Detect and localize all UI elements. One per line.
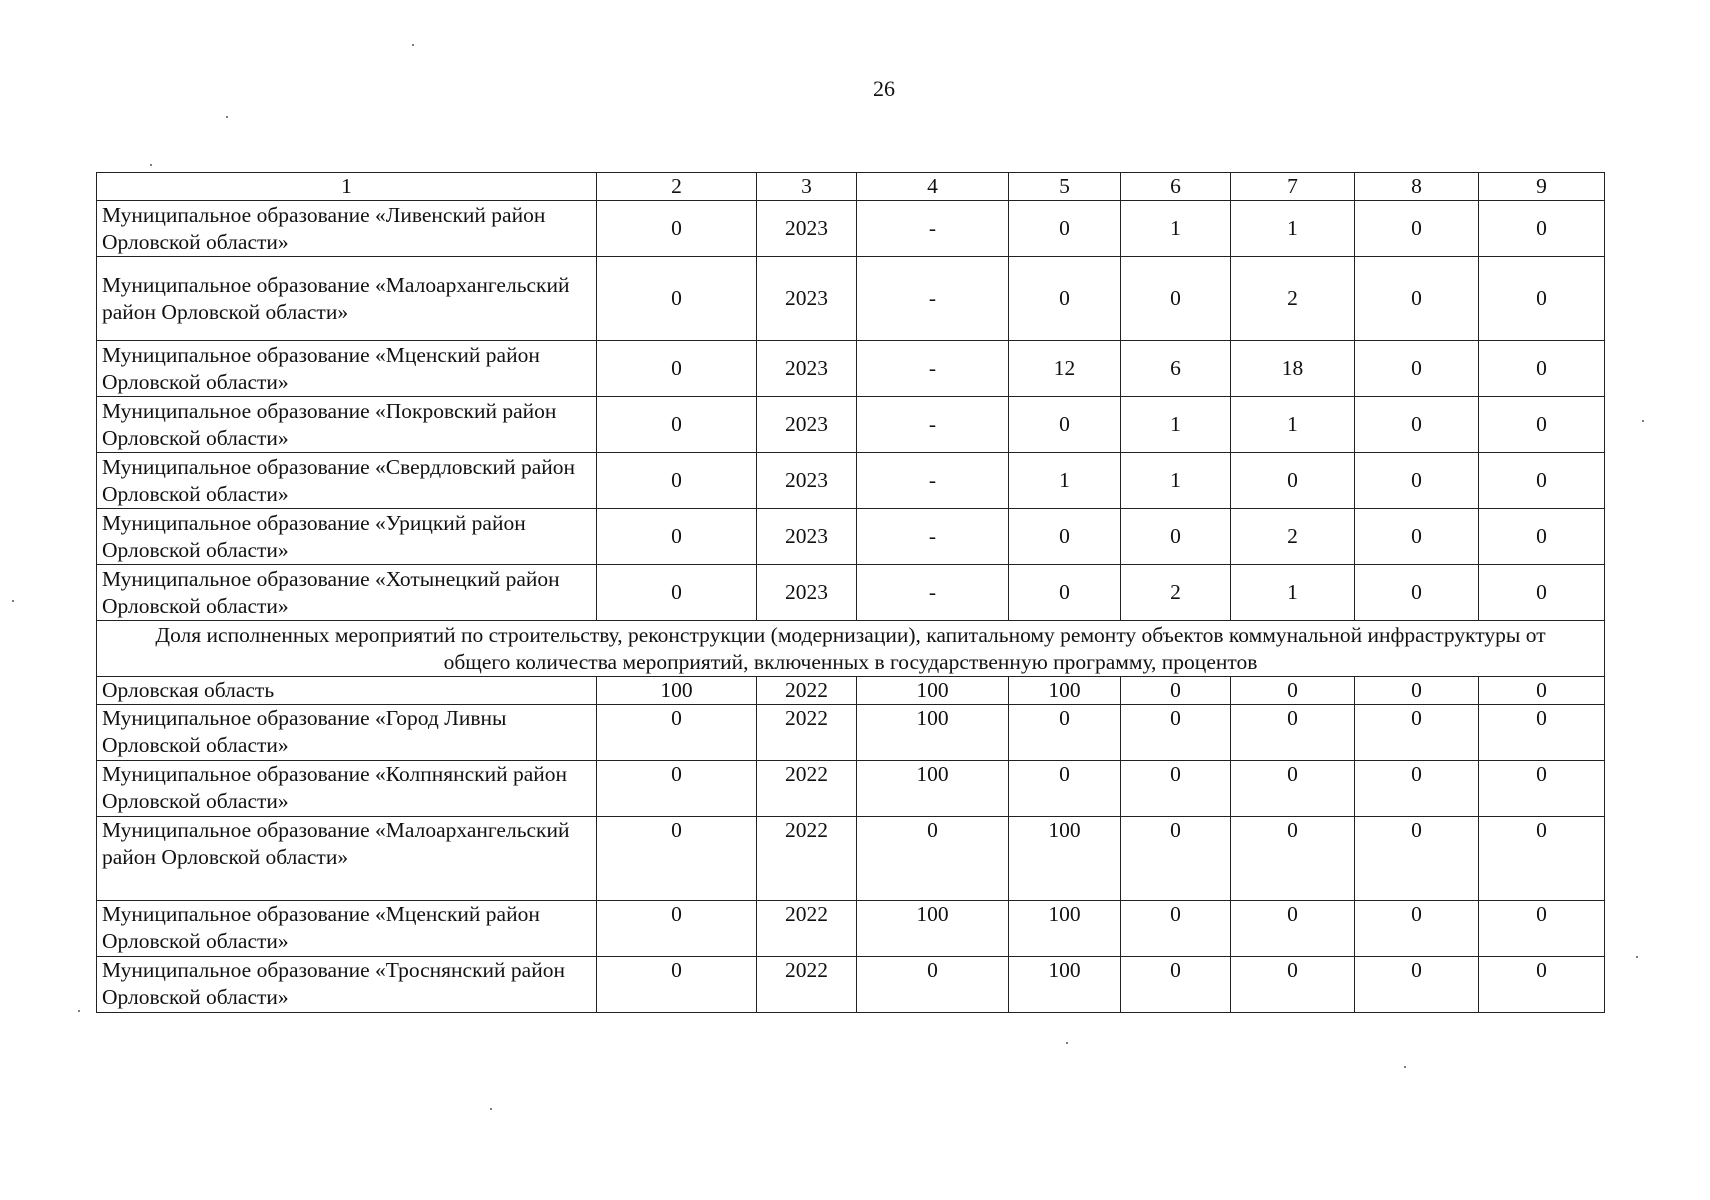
table-cell-col-3: 2023 <box>757 201 857 257</box>
column-number: 4 <box>857 173 1009 201</box>
table-cell-col-4: 100 <box>857 705 1009 761</box>
table-row <box>97 565 1605 621</box>
table-cell-col-2: 0 <box>597 509 757 565</box>
table-cell-col-5: 0 <box>1009 705 1121 761</box>
table-cell-col-3: 2023 <box>757 565 857 621</box>
column-number: 5 <box>1009 173 1121 201</box>
table-row <box>97 257 1605 341</box>
section-title: Доля исполненных мероприятий по строительству, реконструкции (модернизации), капитальному ремонту объектов коммунальной инфраструктуры от общего количества мероприятий, включенных в государственную программу, процентов <box>97 621 1605 677</box>
section-heading-row <box>97 621 1605 677</box>
table-cell-col-3: 2022 <box>757 817 857 901</box>
column-number: 8 <box>1355 173 1479 201</box>
table-cell-col-8: 0 <box>1355 957 1479 1013</box>
municipality-name: Орловская область <box>97 677 597 705</box>
group2-rows <box>97 677 1605 1013</box>
table-cell-col-6: 1 <box>1121 397 1231 453</box>
table-cell-col-9: 0 <box>1479 453 1605 509</box>
table-row <box>97 817 1605 901</box>
table-cell-col-3: 2023 <box>757 453 857 509</box>
table-cell-col-5: 0 <box>1009 565 1121 621</box>
table-cell-col-3: 2023 <box>757 397 857 453</box>
table-cell-col-8: 0 <box>1355 565 1479 621</box>
table-cell-col-5: 0 <box>1009 201 1121 257</box>
municipality-name: Муниципальное образование «Малоархангельский район Орловской области» <box>97 257 597 341</box>
table-cell-col-8: 0 <box>1355 817 1479 901</box>
table-cell-col-6: 1 <box>1121 453 1231 509</box>
scan-speck <box>1066 1042 1068 1044</box>
municipality-name: Муниципальное образование «Урицкий район Орловской области» <box>97 509 597 565</box>
table-row <box>97 677 1605 705</box>
table-cell-col-4: - <box>857 565 1009 621</box>
table-cell-col-7: 0 <box>1231 957 1355 1013</box>
table-cell-col-6: 6 <box>1121 341 1231 397</box>
table-cell-col-4: - <box>857 397 1009 453</box>
table-cell-col-9: 0 <box>1479 761 1605 817</box>
table-cell-col-9: 0 <box>1479 901 1605 957</box>
column-number: 6 <box>1121 173 1231 201</box>
scan-speck <box>12 600 14 602</box>
scan-speck <box>490 1108 492 1110</box>
column-number: 9 <box>1479 173 1605 201</box>
table-cell-col-8: 0 <box>1355 509 1479 565</box>
table-cell-col-9: 0 <box>1479 677 1605 705</box>
table-cell-col-3: 2022 <box>757 705 857 761</box>
table-row <box>97 397 1605 453</box>
table-row <box>97 453 1605 509</box>
table-cell-col-3: 2023 <box>757 341 857 397</box>
table-cell-col-2: 0 <box>597 257 757 341</box>
table-cell-col-7: 0 <box>1231 453 1355 509</box>
table-cell-col-6: 0 <box>1121 817 1231 901</box>
table-cell-col-8: 0 <box>1355 677 1479 705</box>
table-cell-col-9: 0 <box>1479 201 1605 257</box>
municipality-name: Муниципальное образование «Мценский район Орловской области» <box>97 901 597 957</box>
column-number: 1 <box>97 173 597 201</box>
municipality-name: Муниципальное образование «Малоархангельский район Орловской области» <box>97 817 597 901</box>
table-cell-col-2: 0 <box>597 201 757 257</box>
table-cell-col-4: 100 <box>857 761 1009 817</box>
table-cell-col-8: 0 <box>1355 257 1479 341</box>
table-cell-col-2: 0 <box>597 565 757 621</box>
column-number: 2 <box>597 173 757 201</box>
table-cell-col-3: 2023 <box>757 509 857 565</box>
table-cell-col-7: 1 <box>1231 201 1355 257</box>
table-cell-col-2: 0 <box>597 453 757 509</box>
table-cell-col-2: 0 <box>597 397 757 453</box>
table-cell-col-5: 1 <box>1009 453 1121 509</box>
table-cell-col-7: 0 <box>1231 761 1355 817</box>
column-number: 7 <box>1231 173 1355 201</box>
table-cell-col-4: - <box>857 453 1009 509</box>
table-cell-col-8: 0 <box>1355 453 1479 509</box>
table-cell-col-9: 0 <box>1479 397 1605 453</box>
table-cell-col-5: 100 <box>1009 901 1121 957</box>
table-cell-col-7: 0 <box>1231 817 1355 901</box>
table-cell-col-4: 100 <box>857 901 1009 957</box>
table-cell-col-2: 0 <box>597 901 757 957</box>
table-cell-col-6: 1 <box>1121 201 1231 257</box>
table-cell-col-9: 0 <box>1479 257 1605 341</box>
table-cell-col-7: 18 <box>1231 341 1355 397</box>
table-row <box>97 761 1605 817</box>
table-cell-col-5: 100 <box>1009 677 1121 705</box>
table-cell-col-7: 0 <box>1231 705 1355 761</box>
table-row <box>97 901 1605 957</box>
table-cell-col-9: 0 <box>1479 509 1605 565</box>
table-cell-col-2: 0 <box>597 705 757 761</box>
group1-rows <box>97 201 1605 621</box>
table-cell-col-4: - <box>857 341 1009 397</box>
municipality-name: Муниципальное образование «Город Ливны Орловской области» <box>97 705 597 761</box>
municipality-name: Муниципальное образование «Свердловский район Орловской области» <box>97 453 597 509</box>
table-cell-col-5: 12 <box>1009 341 1121 397</box>
indicators-table <box>96 172 1605 1013</box>
table-cell-col-6: 0 <box>1121 257 1231 341</box>
table-cell-col-8: 0 <box>1355 761 1479 817</box>
table-cell-col-5: 0 <box>1009 257 1121 341</box>
table-cell-col-7: 2 <box>1231 257 1355 341</box>
scan-speck <box>412 44 414 46</box>
table-row <box>97 201 1605 257</box>
scan-speck <box>78 1010 80 1012</box>
scan-speck <box>226 116 228 118</box>
table-cell-col-2: 0 <box>597 341 757 397</box>
table-row <box>97 341 1605 397</box>
table-cell-col-5: 100 <box>1009 817 1121 901</box>
table-cell-col-9: 0 <box>1479 817 1605 901</box>
column-number: 3 <box>757 173 857 201</box>
table-cell-col-7: 2 <box>1231 509 1355 565</box>
municipality-name: Муниципальное образование «Троснянский район Орловской области» <box>97 957 597 1013</box>
table-cell-col-4: - <box>857 201 1009 257</box>
scan-speck <box>150 164 152 166</box>
scan-speck <box>1636 956 1638 958</box>
table-cell-col-6: 0 <box>1121 761 1231 817</box>
table-cell-col-7: 0 <box>1231 677 1355 705</box>
table-cell-col-6: 0 <box>1121 901 1231 957</box>
table-cell-col-2: 0 <box>597 957 757 1013</box>
table-cell-col-2: 0 <box>597 761 757 817</box>
column-number-row <box>97 173 1605 201</box>
table-cell-col-5: 100 <box>1009 957 1121 1013</box>
table-cell-col-9: 0 <box>1479 957 1605 1013</box>
scan-speck <box>1404 1066 1406 1068</box>
table-cell-col-9: 0 <box>1479 341 1605 397</box>
municipality-name: Муниципальное образование «Ливенский район Орловской области» <box>97 201 597 257</box>
table-cell-col-2: 100 <box>597 677 757 705</box>
table-cell-col-8: 0 <box>1355 397 1479 453</box>
table-cell-col-6: 0 <box>1121 677 1231 705</box>
table-cell-col-5: 0 <box>1009 397 1121 453</box>
municipality-name: Муниципальное образование «Покровский район Орловской области» <box>97 397 597 453</box>
table-cell-col-4: 0 <box>857 957 1009 1013</box>
table-row <box>97 705 1605 761</box>
table-cell-col-6: 2 <box>1121 565 1231 621</box>
table-cell-col-3: 2022 <box>757 677 857 705</box>
table-cell-col-6: 0 <box>1121 957 1231 1013</box>
table-cell-col-8: 0 <box>1355 705 1479 761</box>
table-cell-col-9: 0 <box>1479 565 1605 621</box>
table-cell-col-9: 0 <box>1479 705 1605 761</box>
table-row <box>97 957 1605 1013</box>
table-cell-col-4: 0 <box>857 817 1009 901</box>
table-row <box>97 509 1605 565</box>
table-cell-col-4: - <box>857 509 1009 565</box>
table-cell-col-2: 0 <box>597 817 757 901</box>
table-cell-col-3: 2022 <box>757 901 857 957</box>
municipality-name: Муниципальное образование «Хотынецкий район Орловской области» <box>97 565 597 621</box>
table-cell-col-8: 0 <box>1355 201 1479 257</box>
table-cell-col-7: 0 <box>1231 901 1355 957</box>
table-cell-col-3: 2022 <box>757 761 857 817</box>
table-cell-col-6: 0 <box>1121 705 1231 761</box>
table-cell-col-6: 0 <box>1121 509 1231 565</box>
table-cell-col-7: 1 <box>1231 565 1355 621</box>
table-cell-col-8: 0 <box>1355 341 1479 397</box>
municipality-name: Муниципальное образование «Мценский район Орловской области» <box>97 341 597 397</box>
page-number: 26 <box>873 76 895 101</box>
table-cell-col-7: 1 <box>1231 397 1355 453</box>
table-cell-col-3: 2022 <box>757 957 857 1013</box>
table-cell-col-5: 0 <box>1009 509 1121 565</box>
table-cell-col-3: 2023 <box>757 257 857 341</box>
table-cell-col-4: - <box>857 257 1009 341</box>
municipality-name: Муниципальное образование «Колпнянский район Орловской области» <box>97 761 597 817</box>
table-cell-col-5: 0 <box>1009 761 1121 817</box>
table-cell-col-4: 100 <box>857 677 1009 705</box>
table-cell-col-8: 0 <box>1355 901 1479 957</box>
scan-speck <box>1642 420 1644 422</box>
